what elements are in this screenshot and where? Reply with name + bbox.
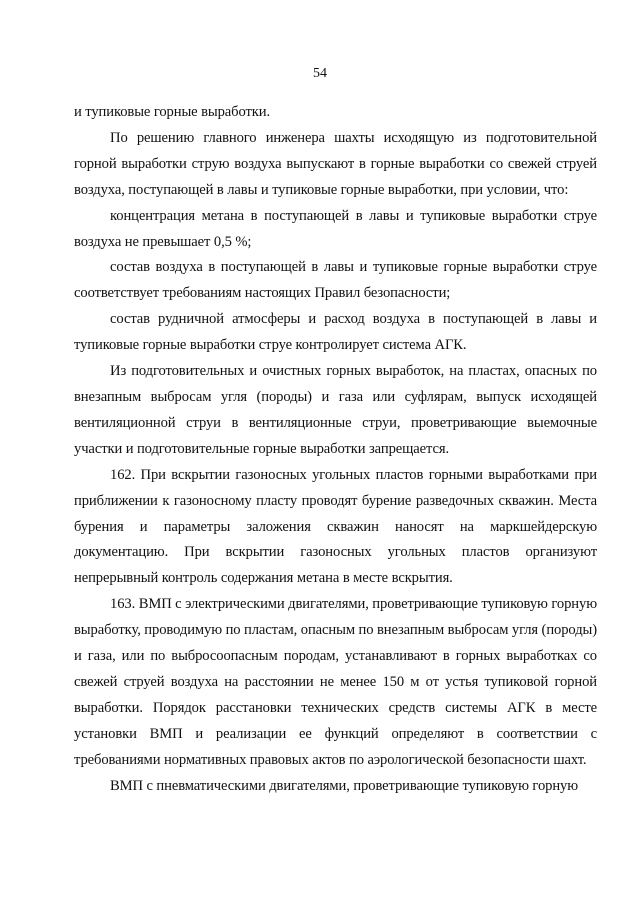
document-body xyxy=(74,100,597,799)
paragraph-item-163: 163. ВМП с электрическими двигателями, проветривающие тупиковую горную выработку, проводимую по пластам, опасным по внезапным выбросам угля (породы) и газа, или по выбросоопасным породам, устанавливают в горных выработках со свежей струей воздуха на расстоянии не менее 150 м от устья тупиковой горной выработки. Порядок расстановки технических средств системы АГК в месте установки ВМП и реализации ее функций определяют в соответствии с требованиями нормативных правовых актов по аэрологической безопасности шахт. xyxy=(74,596,597,768)
paragraph-exhaust-air-release: По решению главного инженера шахты исходящую из подготовительной горной выработки струю воздуха выпускают в горные выработки со свежей струей воздуха, поступающей в лавы и тупиковые горные выработки, при условии, что: xyxy=(74,129,597,198)
paragraph-agk-control-condition: состав рудничной атмосферы и расход воздуха в поступающей в лавы и тупиковые горные выработки струе контролирует система АГК. xyxy=(74,311,597,354)
page-number: 54 xyxy=(313,66,327,81)
paragraph-air-composition-condition: состав воздуха в поступающей в лавы и тупиковые горные выработки струе соответствует требованиям настоящих Правил безопасности; xyxy=(74,259,597,302)
paragraph-pneumatic-fans: ВМП с пневматическими двигателями, проветривающие тупиковую горную xyxy=(110,777,579,794)
paragraph-methane-condition: концентрация метана в поступающей в лавы и тупиковые выработки струе воздуха не превышает 0,5 %; xyxy=(74,207,597,250)
paragraph-continuation: и тупиковые горные выработки. xyxy=(74,104,271,120)
paragraph-outburst-prohibition: Из подготовительных и очистных горных выработок, на пластах, опасных по внезапным выбросам угля (породы) и газа или суфлярам, выпуск исходящей вентиляционной струи в вентиляционные струи, проветривающие выемочные участки и подготовительные горные выработки запрещается. xyxy=(74,363,597,457)
paragraph-item-162: 162. При вскрытии газоносных угольных пластов горными выработками при приближении к газоносному пласту проводят бурение разведочных скважин. Места бурения и параметры заложения скважин наносят на маркшейдерскую документацию. При вскрытии газоносных угольных пластов организуют непрерывный контроль содержания метана в месте вскрытия. xyxy=(74,466,597,587)
